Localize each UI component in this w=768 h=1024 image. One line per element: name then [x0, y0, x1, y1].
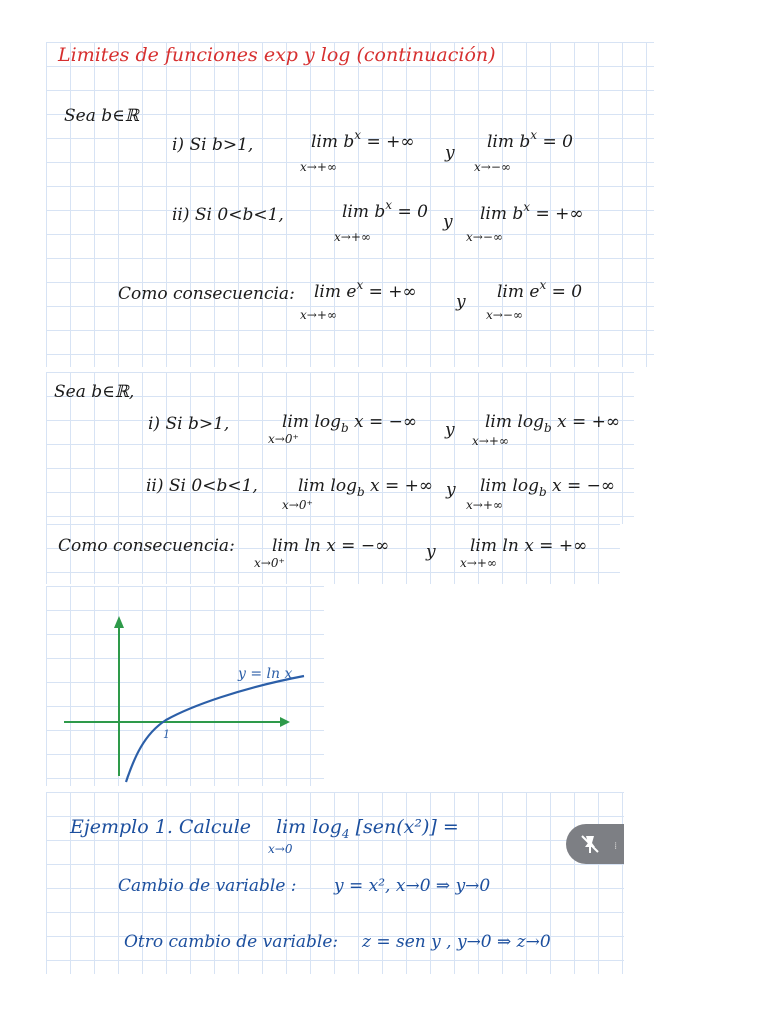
case1-prefix: i) Si b>1,	[172, 135, 254, 155]
case1-prefix: i) Si b>1,	[148, 414, 230, 434]
limit-expr: $\lim \log_b x$ = −∞	[480, 476, 616, 499]
limit-expr: $\lim \log_b x$ = +∞	[298, 476, 434, 499]
ln-graph	[46, 586, 324, 786]
limit-subscript: x→0⁺	[254, 556, 285, 570]
limit-expr: $\lim b^x = 0$	[487, 128, 573, 152]
change1-value: y = x², x→0 ⇒ y→0	[334, 876, 491, 896]
example-limit: $\lim \log_4 [sen(x^2)]$ =	[276, 816, 459, 841]
conjunction: y	[426, 542, 436, 562]
limit-subscript: x→+∞	[334, 230, 371, 244]
conjunction: y	[446, 480, 456, 500]
limit-subscript: x→0⁺	[282, 498, 313, 512]
limit-subscript: x→+∞	[460, 556, 497, 570]
example-heading: Ejemplo 1. Calcule	[70, 816, 252, 838]
limit-expr: $\lim e^x$ = +∞	[314, 278, 417, 302]
x-axis-arrow	[280, 717, 290, 727]
y-axis-arrow	[114, 616, 124, 628]
limit-expr: lim ln x = +∞	[470, 536, 588, 556]
conjunction: y	[445, 143, 455, 163]
conjunction: y	[443, 212, 453, 232]
tick-label: 1	[163, 728, 170, 741]
limit-subscript: x→−∞	[474, 160, 511, 174]
limit-expr: $\lim b^x$ = +∞	[480, 200, 584, 224]
consequence-label: Como consecuencia:	[118, 284, 295, 304]
conjunction: y	[445, 420, 455, 440]
limit-subscript: x→−∞	[466, 230, 503, 244]
consequence-label: Como consecuencia:	[58, 536, 235, 556]
conjunction: y	[456, 292, 466, 312]
limit-subscript: x→0	[268, 842, 293, 856]
intro-text-2: Sea b∈ℝ,	[54, 382, 135, 402]
limit-expr: $\lim \log_b x$ = +∞	[485, 412, 621, 435]
handle-dots-icon: ⁞	[614, 841, 618, 852]
change1-label: Cambio de variable :	[118, 876, 297, 896]
limit-subscript: x→+∞	[300, 160, 337, 174]
limit-expr: $\lim b^x$ = +∞	[311, 128, 415, 152]
intro-text-1: Sea b∈ℝ	[64, 106, 139, 126]
change2-value: z = sen y , y→0 ⇒ z→0	[362, 932, 551, 952]
limit-subscript: x→−∞	[486, 308, 523, 322]
limit-expr: $\lim e^x = 0$	[497, 278, 583, 302]
limit-expr: $\lim \log_b x$ = −∞	[282, 412, 418, 435]
case2-prefix: ii) Si 0<b<1,	[146, 476, 258, 496]
curve-label: y = ln x	[238, 666, 293, 682]
page-title: Limites de funciones exp y log (continuación)	[58, 44, 496, 66]
limit-expr: lim ln x = −∞	[272, 536, 390, 556]
ln-curve	[126, 676, 304, 782]
unpin-toggle-button[interactable]	[566, 824, 624, 864]
change2-label: Otro cambio de variable:	[124, 932, 339, 952]
limit-subscript: x→+∞	[466, 498, 503, 512]
case2-prefix: ii) Si 0<b<1,	[172, 205, 284, 225]
limit-subscript: x→+∞	[300, 308, 337, 322]
limit-expr: $\lim b^x = 0$	[342, 198, 428, 222]
limit-subscript: x→0⁺	[268, 432, 299, 446]
unpin-icon	[578, 832, 602, 856]
limit-subscript: x→+∞	[472, 434, 509, 448]
